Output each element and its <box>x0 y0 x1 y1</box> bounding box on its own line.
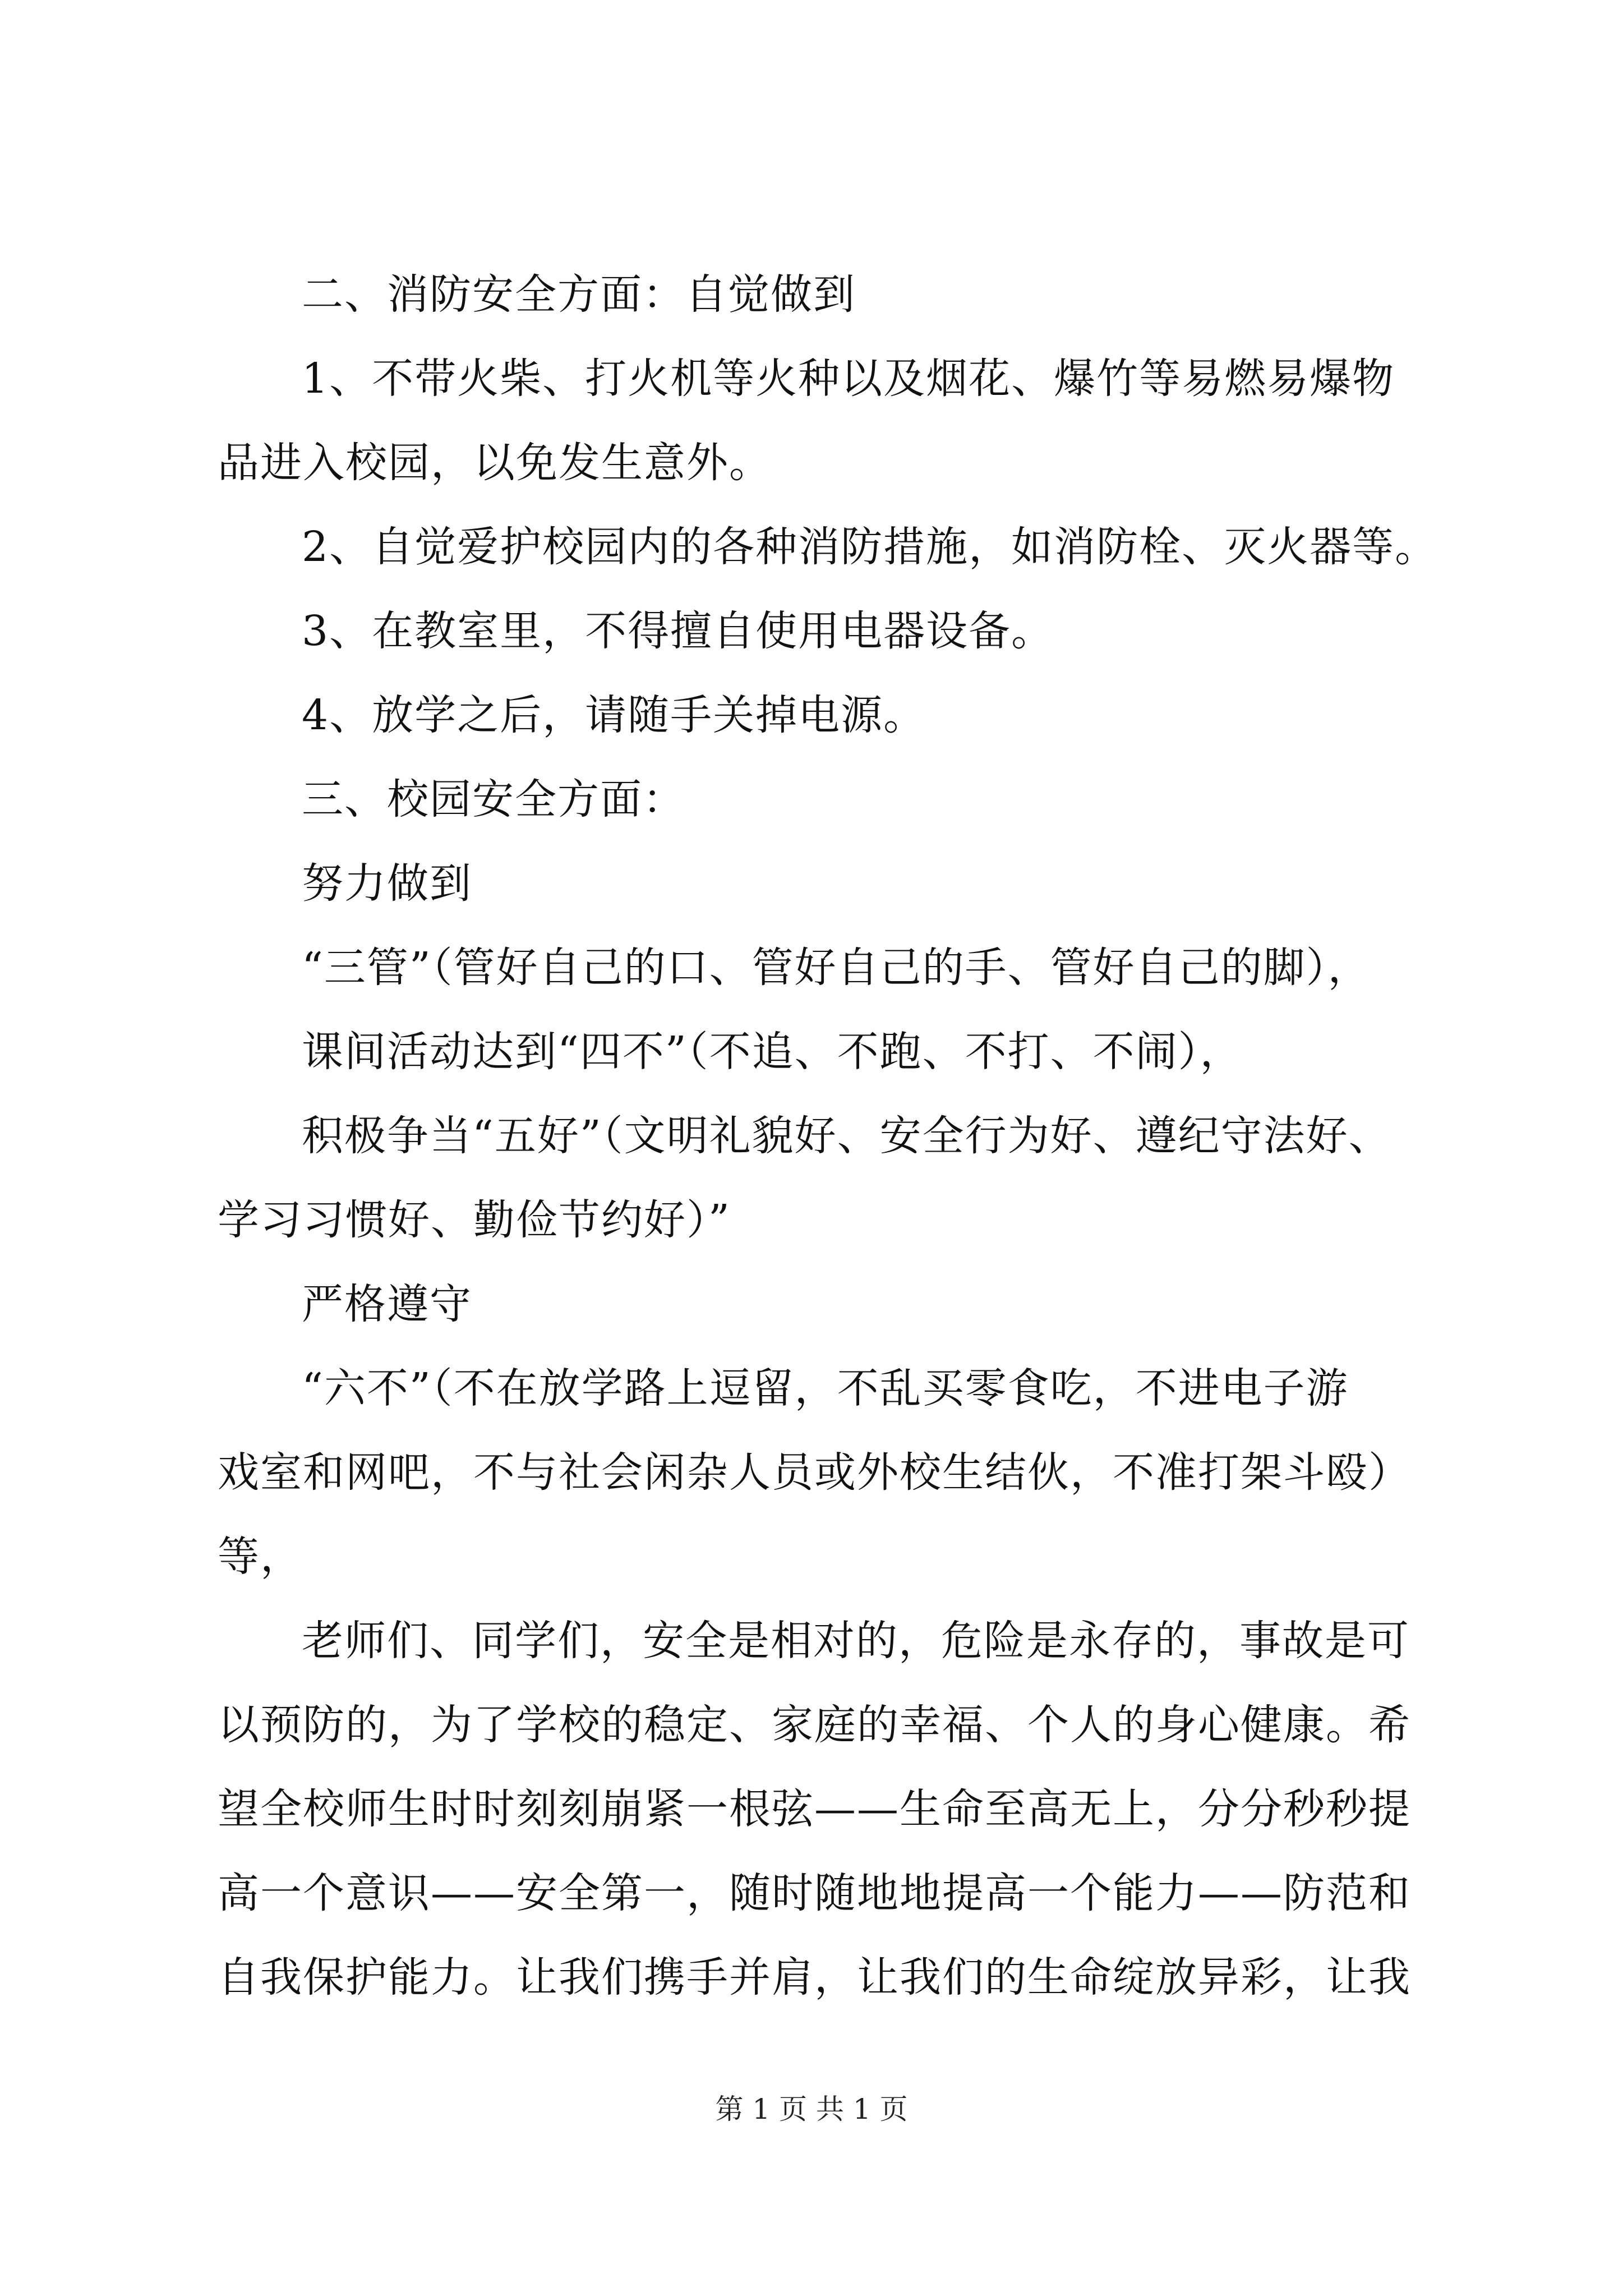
paragraph-line: 自我保护能力。让我们携手并肩，让我们的生命绽放异彩，让我 <box>218 1953 1411 2001</box>
section-heading-campus-safety: 三、校园安全方面： <box>302 775 685 823</box>
paragraph-line: 严格遵守 <box>302 1280 472 1328</box>
paragraph-line: 望全校师生时时刻刻崩紧一根弦——生命至高无上，分分秒秒提 <box>218 1785 1411 1833</box>
paragraph-line: “三管”（管好自己的口、管好自己的手、管好自己的脚）， <box>302 944 1371 992</box>
paragraph-line: “六不”（不在放学路上逗留，不乱买零食吃，不进电子游 <box>302 1364 1349 1412</box>
section-heading-fire-safety: 二、消防安全方面：自觉做到 <box>302 270 856 319</box>
paragraph-line: 积极争当“五好”（文明礼貌好、安全行为好、遵纪守法好、 <box>302 1112 1391 1160</box>
paragraph-line: 4、放学之后，请随手关掉电源。 <box>302 691 926 739</box>
page-number-footer: 第 1 页 共 1 页 <box>715 2093 908 2125</box>
paragraph-line: 2、自觉爱护校园内的各种消防措施，如消防栓、灭火器等。 <box>302 523 1438 571</box>
paragraph-line: 学习习惯好、勤俭节约好）” <box>218 1196 731 1244</box>
paragraph-line: 高一个意识——安全第一，随时随地地提高一个能力——防范和 <box>218 1869 1411 1917</box>
paragraph-line: 努力做到 <box>302 859 472 908</box>
paragraph-line: 以预防的，为了学校的稳定、家庭的幸福、个人的身心健康。希 <box>218 1701 1411 1749</box>
paragraph-line: 戏室和网吧，不与社会闲杂人员或外校生结伙，不准打架斗殴） <box>218 1448 1411 1497</box>
paragraph-line: 1、不带火柴、打火机等火种以及烟花、爆竹等易燃易爆物 <box>302 355 1395 403</box>
paragraph-line: 课间活动达到“四不”（不追、不跑、不打、不闹）， <box>302 1028 1243 1076</box>
paragraph-line: 等， <box>218 1533 303 1581</box>
paragraph-line: 品进入校园，以免发生意外。 <box>218 439 772 487</box>
paragraph-line: 3、在教室里，不得擅自使用电器设备。 <box>302 607 1054 655</box>
paragraph-line: 老师们、同学们，安全是相对的，危险是永存的，事故是可 <box>302 1617 1410 1665</box>
